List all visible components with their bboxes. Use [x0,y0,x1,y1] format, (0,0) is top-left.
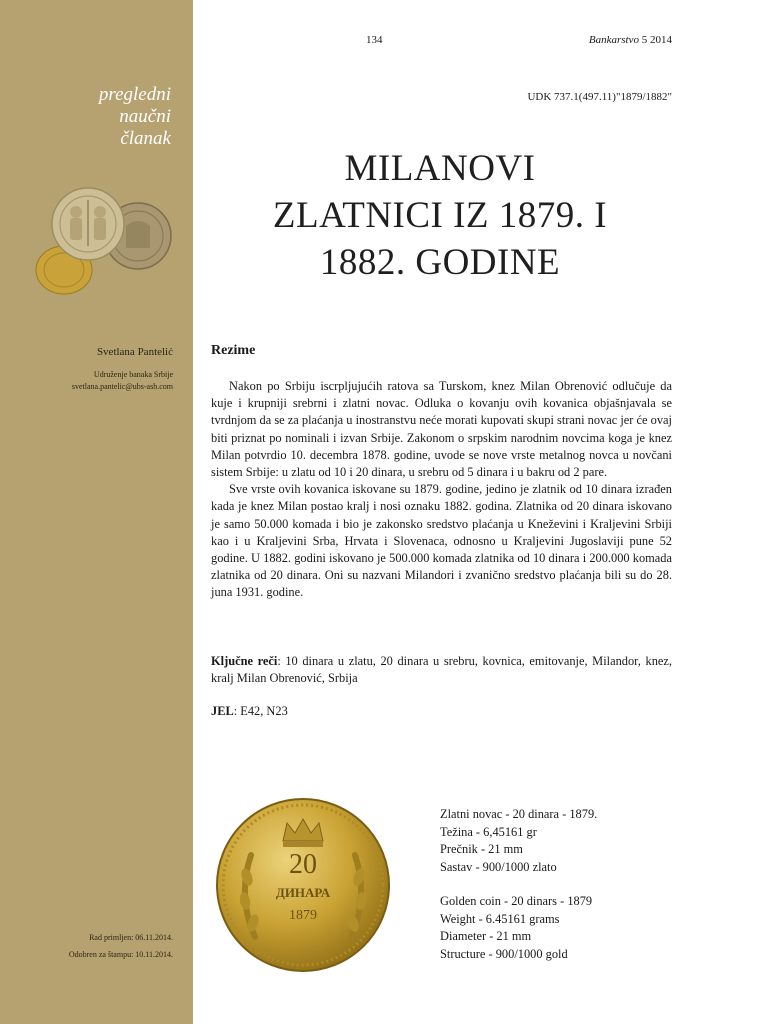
spec-line-en: Weight - 6.45161 grams [440,911,560,926]
article-type-line: pregledni [98,84,171,105]
journal-name: Bankarstvo [588,34,639,46]
coin-year: 1879 [289,908,317,923]
coin-specifications [440,806,597,963]
approved-date: Odobren za štampu: 10.11.2014. [68,950,173,959]
coin-denomination: 20 [289,849,317,880]
article-type-line: članak [120,128,171,149]
spec-line-sr: Sastav - 900/1000 zlato [440,859,557,874]
abstract-heading: Rezime [211,343,256,358]
keywords [211,653,672,687]
abstract-body [211,378,672,602]
spec-line-sr: Zlatni novac - 20 dinara - 1879. [440,807,598,821]
spec-line-en: Diameter - 21 mm [440,929,532,943]
abstract-paragraph: Nakon po Srbiju iscrpljujućih ratova sa Turskom, knez Milan Obrenović odlučuje da kuje i krupniji srebrni i zlatni novac. Odluka o kovanju ovih kovanica objašnjavala se tvrdnjom da se za plaćanja u inostranstvu neće morati kupovati skupi strani novac jer će ovaj biti priznat po nominali i izvan Srbije. Zakonom o srpskim narodnim novcima koga je knez Milan potvrdio 10. decembra 1878. godine, uvode se nove vrste metalnog novca u novčani sistem Srbije: u zlatu od 10 i 20 dinara, u srebru od 5 dinara i u bakru od 2 pare. [211,379,672,480]
page-number: 134 [366,34,383,46]
jel-codes [211,704,288,719]
author-email: svetlana.pantelic@ubs-asb.com [71,382,173,391]
udk-code: UDK 737.1(497.11)"1879/1882" [527,91,672,103]
author-affiliation-block [72,369,173,393]
article-type-line: naučni [119,106,171,127]
spec-line-sr: Prečnik - 21 mm [440,842,523,856]
spec-line-en: Golden coin - 20 dinars - 1879 [440,894,593,908]
ancient-coins-image [28,186,188,298]
journal-issue: 5 2014 [641,34,672,46]
title-line: 1882. GODINE [319,242,561,283]
spec-gap [440,876,597,893]
keywords-text: : 10 dinara u zlatu, 20 dinara u srebru, kovnica, emitovanje, Milandor, knez, kralj Milan Obrenović, Srbija [211,654,672,686]
title-line: MILANOVI [344,148,536,189]
coin-word: ДИНАРА [275,885,331,900]
jel-text: : E42, N23 [233,704,288,718]
author-name: Svetlana Pantelić [96,346,173,358]
title-line: ZLATNICI IZ 1879. I [272,195,608,236]
article-type-label [11,84,171,150]
spec-line-en: Structure - 900/1000 gold [440,946,568,961]
keywords-label: Ključne reči [211,654,278,668]
gold-coin-image [215,797,391,973]
article-title [215,145,665,286]
submission-dates [69,929,173,963]
journal-header [589,34,672,46]
received-date: Rad primljen: 06.11.2014. [89,933,173,942]
jel-label: JEL [211,704,234,718]
abstract-paragraph: Sve vrste ovih kovanica iskovane su 1879. godine, jedino je zlatnik od 10 dinara izrađen kada je knez Milan postao kralj i nosi oznaku 1882. godina. Zlatnika od 20 dinara iskovano je samo 50.000 komada i bio je zakonsko sredstvo plaćanja u Kneževini i Kraljevini Srbiji kao i u Kraljevini Srba, Hrvata i Slovenaca, odnosno u Kraljevini Jugoslaviji pune 52 godine. U 1882. godini iskovano je 500.000 komada zlatnika od 10 dinara i 200.000 komada zlatnika od 20 dinara. Oni su nazvani Milandori i zvanično sredstvo plaćanja bili su do 28. juna 1931. godine. [211,482,672,600]
author-affiliation: Udruženje banaka Srbije [93,370,173,379]
spec-line-sr: Težina - 6,45161 gr [440,824,537,839]
sidebar-band [0,0,193,1024]
